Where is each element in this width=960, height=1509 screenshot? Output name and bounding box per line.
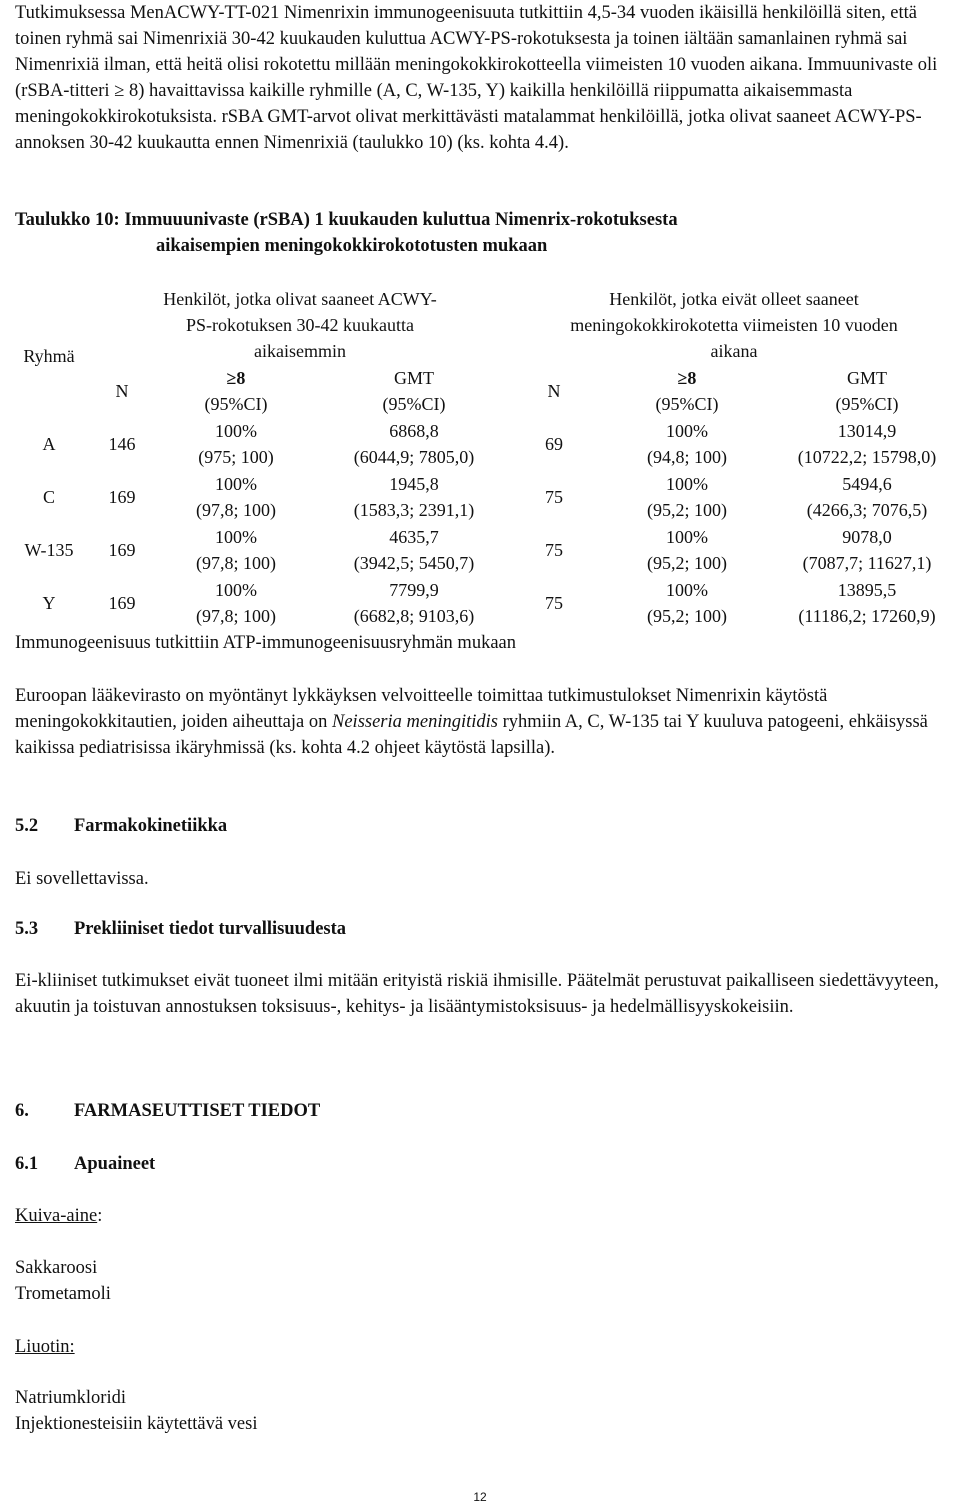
row-n2: 75 [545,486,563,507]
table-footnote: Immunogeenisuus tutkittiin ATP-immunogeenisuusryhmän mukaan [15,633,516,653]
kuiva-aine-label: Kuiva-aine: [15,1206,103,1226]
n-header-2: N [547,381,561,401]
row-gmt2: 13014,9 (10722,2; 15798,0) [797,420,937,467]
row-gmt2: 13895,5 (11186,2; 17260,9) [798,580,936,626]
section-5-3-heading: 5.3 Prekliiniset tiedot turvallisuudesta [15,919,347,939]
table-row [6,470,960,523]
row-group: Y [42,593,56,613]
row-group: W-135 [24,539,74,560]
immune-response-table [6,285,960,630]
row-gmt1: 7799,9 (6682,8; 9103,6) [353,580,475,626]
row-n2: 75 [545,539,563,560]
table-title-line1: Taulukko 10: Immuuunivaste (rSBA) 1 kuukauden kuluttua Nimenrix-rokotuksesta [15,210,678,230]
list-item: Sakkaroosi [15,1258,98,1278]
row-n1: 146 [108,433,136,454]
row-pct1: 100% (975; 100) [198,420,274,467]
section-6-heading: 6. FARMASEUTTISET TIEDOT [15,1101,321,1121]
table-row [6,417,960,470]
row-n2: 75 [545,593,563,613]
gmt-header-1: GMT (95%CI) [382,368,446,414]
row-pct2: 100% (94,8; 100) [647,420,727,467]
section-5-3-body: Ei-kliiniset tutkimukset eivät tuoneet ilmi mitään erityistä riskiä ihmisille. Päätelmät perustuvat paikalliseen siedettävyyteen, akuutin ja toistuvan annostuksen toksisuus-, kehitys- ja lisääntymistoksisuus- ja hedelmällisyyskokeisiin. [15,971,939,1017]
row-pct2: 100% (95,2; 100) [647,526,727,573]
row-gmt2: 5494,6 (4266,3; 7076,5) [806,473,928,520]
row-pct1: 100% (97,8; 100) [196,526,276,573]
row-gmt1: 6868,8 (6044,9; 7805,0) [353,420,475,467]
table-title [15,207,950,259]
table-title-line2: aikaisempien meningokokkirokototusten mukaan [156,236,548,256]
row-gmt2: 9078,0 (7087,7; 11627,1) [802,526,932,573]
ema-paragraph: Euroopan lääkevirasto on myöntänyt lykkäyksen velvoitteelle toimittaa tutkimustulokset Nimenrixin käytöstä meningokokkitautien, joiden aiheuttaja on Neisseria meningitidis ryhmiin A, C, W-135 tai Y kuuluva patogeeni, ehkäisyssä kaikissa pediatrisissa ikäryhmissä (ks. kohta 4.2 ohjeet käytöstä lapsilla). [15,686,928,758]
kuiva-aine-list [15,1255,950,1307]
species-name: Neisseria meningitidis [332,712,498,732]
liuotin-label: Liuotin: [15,1337,75,1357]
list-item: Natriumkloridi [15,1388,126,1408]
row-group: C [42,486,55,507]
row-n1: 169 [108,539,136,560]
row-pct1: 100% (97,8; 100) [196,580,276,626]
group1-header: Henkilöt, jotka olivat saaneet ACWY-PS-rokotuksen 30-42 kuukautta aikaisemmin [163,289,437,361]
intro-paragraph: Tutkimuksessa MenACWY-TT-021 Nimenrixin immunogeenisuuta tutkittiin 4,5-34 vuoden ikäisillä henkilöillä siten, että toinen ryhmä sai Nimenrixiä 30-42 kuukauden kuluttua ACWY-PS-rokotuksesta ja toinen iältään samanlainen ryhmä sai Nimenrixiä ilman, että heitä olisi rokotettu millään meningokokkirokotteella viimeisten 10 vuoden aikana. Immuunivaste oli (rSBA-titteri ≥ 8) havaittavissa kaikille ryhmille (A, C, W-135, Y) kaikilla henkilöillä riippumatta aikaisemmasta meningokokkirokotuksista. rSBA GMT-arvot olivat merkittävästi matalammat henkilöillä, jotka olivat saaneet ACWY-PS-annoksen 30-42 kuukautta ennen Nimenrixiä (taulukko 10) (ks. kohta 4.4). [15,3,938,153]
col-header-group: Ryhmä [23,346,75,366]
row-gmt1: 1945,8 (1583,3; 2391,1) [353,473,475,520]
table-row [6,523,960,576]
row-n1: 169 [108,593,136,613]
row-pct2: 100% (95,2; 100) [647,580,727,626]
ge8-header-1: ≥8 (95%CI) [204,368,268,414]
group2-header: Henkilöt, jotka eivät olleet saaneet meningokokkirokotetta viimeisten 10 vuoden aikana [570,289,898,361]
row-n2: 69 [545,433,563,454]
table-row [6,576,960,630]
gmt-header-2: GMT (95%CI) [835,368,899,414]
ge8-header-2: ≥8 (95%CI) [655,368,719,414]
row-group: A [42,433,56,454]
n-header-1: N [115,381,129,401]
row-pct2: 100% (95,2; 100) [647,473,727,520]
page-number: 12 [473,1490,487,1504]
list-item: Trometamoli [15,1284,111,1304]
row-pct1: 100% (97,8; 100) [196,473,276,520]
section-5-2-body: Ei sovellettavissa. [15,869,149,889]
section-5-2-heading: 5.2 Farmakokinetiikka [15,816,228,836]
liuotin-list [15,1385,950,1437]
row-n1: 169 [108,486,136,507]
list-item: Injektionesteisiin käytettävä vesi [15,1414,258,1434]
section-6-1-heading: 6.1 Apuaineet [15,1154,156,1174]
row-gmt1: 4635,7 (3942,5; 5450,7) [353,526,475,573]
